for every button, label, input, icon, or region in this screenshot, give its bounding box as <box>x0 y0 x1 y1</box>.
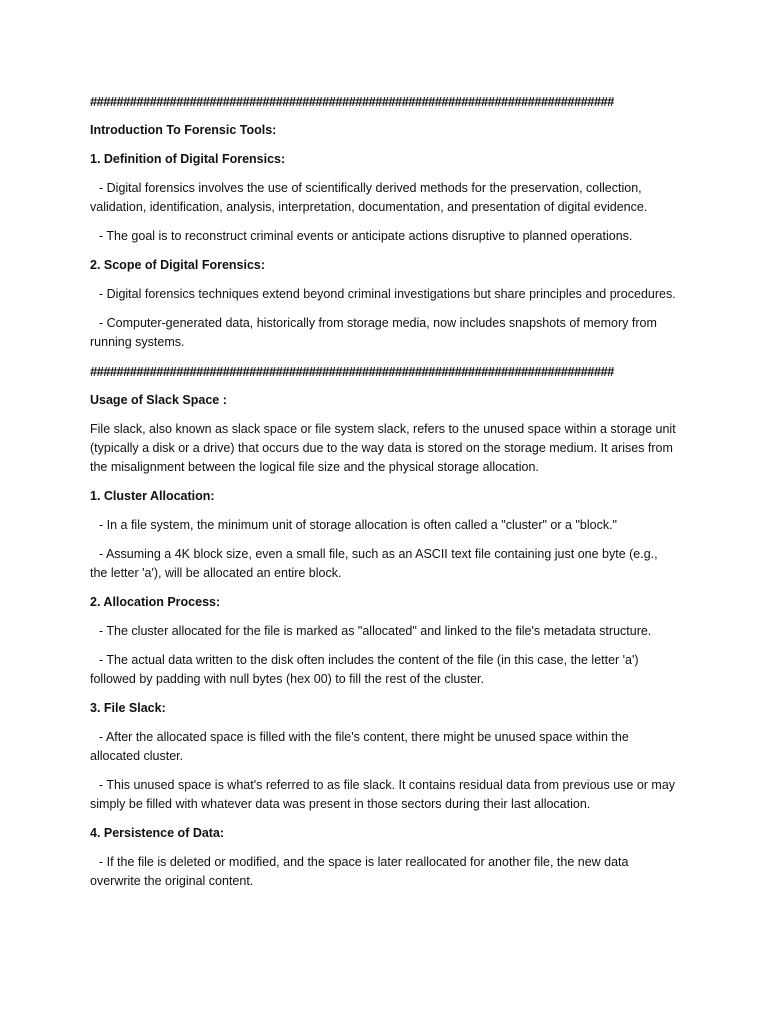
section-title-slack-space: Usage of Slack Space : <box>90 393 227 407</box>
paragraph: - After the allocated space is filled with the file's content, there might be unused space within the allocated cluster. <box>90 730 629 763</box>
paragraph: - Computer-generated data, historically from storage media, now includes snapshots of memory from running systems. <box>90 316 657 349</box>
heading-file-slack: 3. File Slack: <box>90 701 166 715</box>
heading-allocation-process: 2. Allocation Process: <box>90 595 221 609</box>
heading-cluster-allocation: 1. Cluster Allocation: <box>90 489 215 503</box>
paragraph: - If the file is deleted or modified, and the space is later reallocated for another file, the new data overwrite the original content. <box>90 855 629 888</box>
paragraph: - In a file system, the minimum unit of storage allocation is often called a "cluster" or a "block." <box>99 518 617 532</box>
paragraph: - Digital forensics techniques extend beyond criminal investigations but share principles and procedures. <box>99 287 676 301</box>
paragraph: - Digital forensics involves the use of scientifically derived methods for the preservation, collection, validation, identification, analysis, interpretation, documentation, and presentation of digital evidence. <box>90 181 648 214</box>
paragraph: - This unused space is what's referred to as file slack. It contains residual data from previous use or may simply be filled with whatever data was present in those sectors during their last allocation. <box>90 778 676 811</box>
paragraph: - The goal is to reconstruct criminal events or anticipate actions disruptive to planned operations. <box>99 229 633 243</box>
heading-definition-digital-forensics: 1. Definition of Digital Forensics: <box>90 152 286 166</box>
section-separator: ############################################################################### <box>90 364 614 379</box>
paragraph: File slack, also known as slack space or file system slack, refers to the unused space within a storage unit (typically a disk or a drive) that occurs due to the way data is stored on the storage medium. It arises from the misalignment between the logical file size and the physical storage allocation. <box>90 422 676 474</box>
paragraph: - The actual data written to the disk often includes the content of the file (in this case, the letter 'a') followed by padding with null bytes (hex 00) to fill the rest of the cluster. <box>90 653 639 686</box>
heading-persistence-of-data: 4. Persistence of Data: <box>90 826 225 840</box>
heading-scope-digital-forensics: 2. Scope of Digital Forensics: <box>90 258 266 272</box>
section-title-forensic-tools: Introduction To Forensic Tools: <box>90 123 277 137</box>
paragraph: - The cluster allocated for the file is marked as "allocated" and linked to the file's metadata structure. <box>99 624 652 638</box>
section-separator: ############################################################################### <box>90 94 614 109</box>
paragraph: - Assuming a 4K block size, even a small file, such as an ASCII text file containing just one byte (e.g., the letter 'a'), will be allocated an entire block. <box>90 547 658 580</box>
